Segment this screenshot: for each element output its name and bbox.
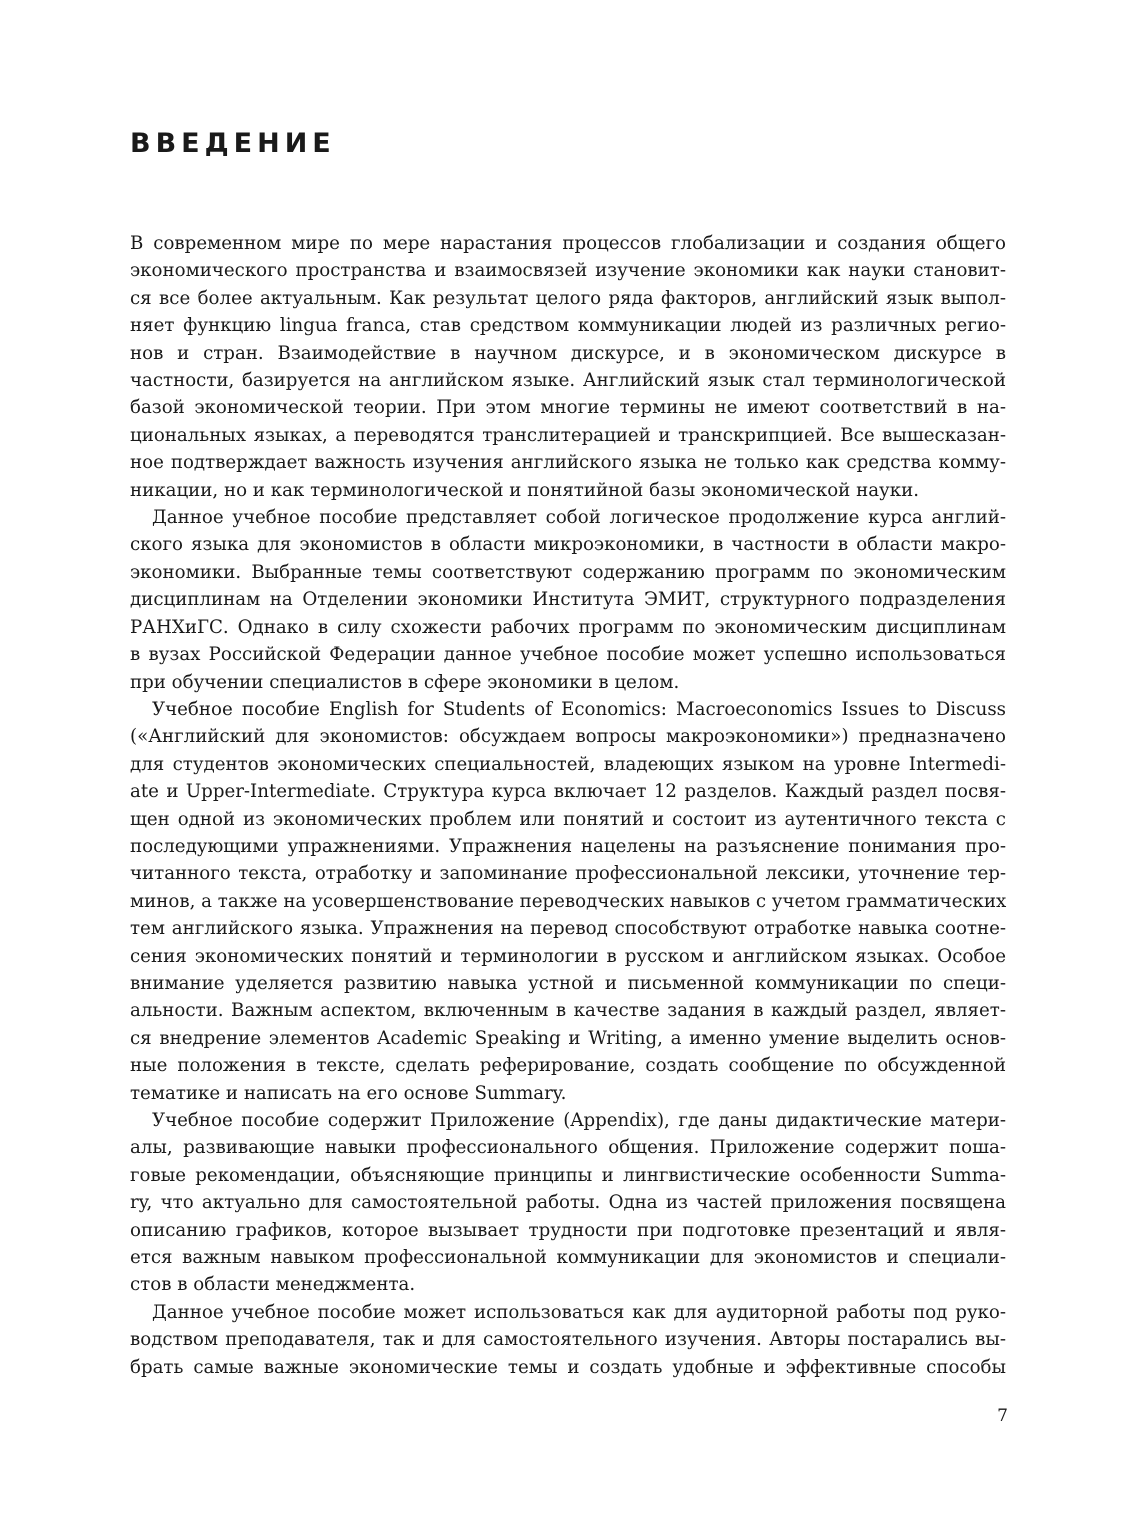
text-line: при обучении специалистов в сфере экономики в целом. xyxy=(130,671,680,693)
text-line: ные положения в тексте, сделать реферирование, создать сообщение по обсужденной xyxy=(130,1055,1006,1077)
text-line: никации, но и как терминологической и понятийной базы экономической науки. xyxy=(130,479,920,501)
text-line: («Английский для экономистов: обсуждаем вопросы макроэкономики») предназначено xyxy=(130,726,1006,748)
section-heading: ВВЕДЕНИЕ xyxy=(130,128,336,159)
text-line: альности. Важным аспектом, включенным в качестве задания в каждый раздел, являет- xyxy=(130,1000,1006,1022)
text-line: щен одной из экономических проблем или понятий и состоит из аутентичного текста с xyxy=(130,808,1006,830)
text-line: няет функцию lingua franca, став средством коммуникации людей из различных регио- xyxy=(130,315,1006,337)
text-line: частности, базируется на английском языке. Английский язык стал терминологической xyxy=(130,370,1006,392)
text-line: описанию графиков, которое вызывает трудности при подготовке презентаций и явля- xyxy=(130,1219,1006,1241)
text-line: тематике и написать на его основе Summary. xyxy=(130,1082,567,1104)
text-line: ate и Upper-Intermediate. Структура курса включает 12 разделов. Каждый раздел посвя- xyxy=(130,781,1006,803)
text-line: циональных языках, а переводятся транслитерацией и транскрипцией. Все вышесказан- xyxy=(130,424,1006,446)
body-text xyxy=(130,230,1006,1381)
text-line: экономического пространства и взаимосвязей изучение экономики как науки становит- xyxy=(130,260,1006,282)
text-line: сения экономических понятий и терминологии в русском и английском языках. Особое xyxy=(130,945,1006,967)
text-line: водством преподавателя, так и для самостоятельного изучения. Авторы постарались вы- xyxy=(130,1329,1006,1351)
text-line: тем английского языка. Упражнения на перевод способствуют отработке навыка соотне- xyxy=(130,918,1006,940)
text-line: ся внедрение элементов Academic Speaking и Writing, а именно умение выделить основ- xyxy=(130,1027,1006,1049)
text-line: нов и стран. Взаимодействие в научном дискурсе, и в экономическом дискурсе в xyxy=(130,342,1006,364)
text-line: читанного текста, отработку и запоминание профессиональной лексики, уточнение тер- xyxy=(130,863,1006,885)
text-line: ется важным навыком профессиональной коммуникации для экономистов и специали- xyxy=(130,1247,1006,1269)
text-line: Данное учебное пособие может использоваться как для аудиторной работы под руко- xyxy=(152,1301,1006,1323)
paragraph xyxy=(130,1107,1006,1299)
text-line: экономики. Выбранные темы соответствуют содержанию программ по экономическим xyxy=(130,561,1006,583)
page-number: 7 xyxy=(997,1406,1008,1426)
paragraph xyxy=(130,1299,1006,1381)
text-line: ное подтверждает важность изучения английского языка не только как средства комму- xyxy=(130,452,1006,474)
text-line: ского языка для экономистов в области микроэкономики, в частности в области макро- xyxy=(130,534,1006,556)
text-line: говые рекомендации, объясняющие принципы и лингвистические особенности Summa- xyxy=(130,1164,1006,1186)
text-line: Учебное пособие содержит Приложение (Appendix), где даны дидактические матери- xyxy=(152,1110,1006,1131)
text-line: ся все более актуальным. Как результат целого ряда факторов, английский язык выпол- xyxy=(130,287,1006,309)
paragraph xyxy=(130,230,1006,504)
text-line: брать самые важные экономические темы и создать удобные и эффективные способы xyxy=(130,1356,1006,1378)
text-line: в вузах Российской Федерации данное учебное пособие может успешно использоваться xyxy=(130,644,1006,666)
text-line: стов в области менеджмента. xyxy=(130,1274,416,1296)
paragraph xyxy=(130,696,1006,1107)
paragraph xyxy=(130,504,1006,696)
text-line: В современном мире по мере нарастания процессов глобализации и создания общего xyxy=(130,233,1006,254)
text-line: последующими упражнениями. Упражнения нацелены на разъяснение понимания про- xyxy=(130,835,1006,857)
text-line: для студентов экономических специальностей, владеющих языком на уровне Intermedi- xyxy=(130,753,1006,775)
text-line: ry, что актуально для самостоятельной работы. Одна из частей приложения посвящена xyxy=(130,1192,1006,1214)
text-line: Данное учебное пособие представляет собой логическое продолжение курса англий- xyxy=(152,507,1006,529)
text-line: Учебное пособие English for Students of Economics: Macroeconomics Issues to Discuss xyxy=(152,698,1006,720)
text-line: внимание уделяется развитию навыка устной и письменной коммуникации по специ- xyxy=(130,972,1006,994)
text-line: минов, а также на усовершенствование переводческих навыков с учетом грамматических xyxy=(130,890,1007,912)
text-line: РАНХиГС. Однако в силу схожести рабочих программ по экономическим дисциплинам xyxy=(130,616,1006,638)
text-line: базой экономической теории. При этом многие термины не имеют соответствий в на- xyxy=(130,397,1006,419)
text-line: алы, развивающие навыки профессионального общения. Приложение содержит поша- xyxy=(130,1137,1006,1159)
text-line: дисциплинам на Отделении экономики Института ЭМИТ, структурного подразделения xyxy=(130,589,1006,611)
